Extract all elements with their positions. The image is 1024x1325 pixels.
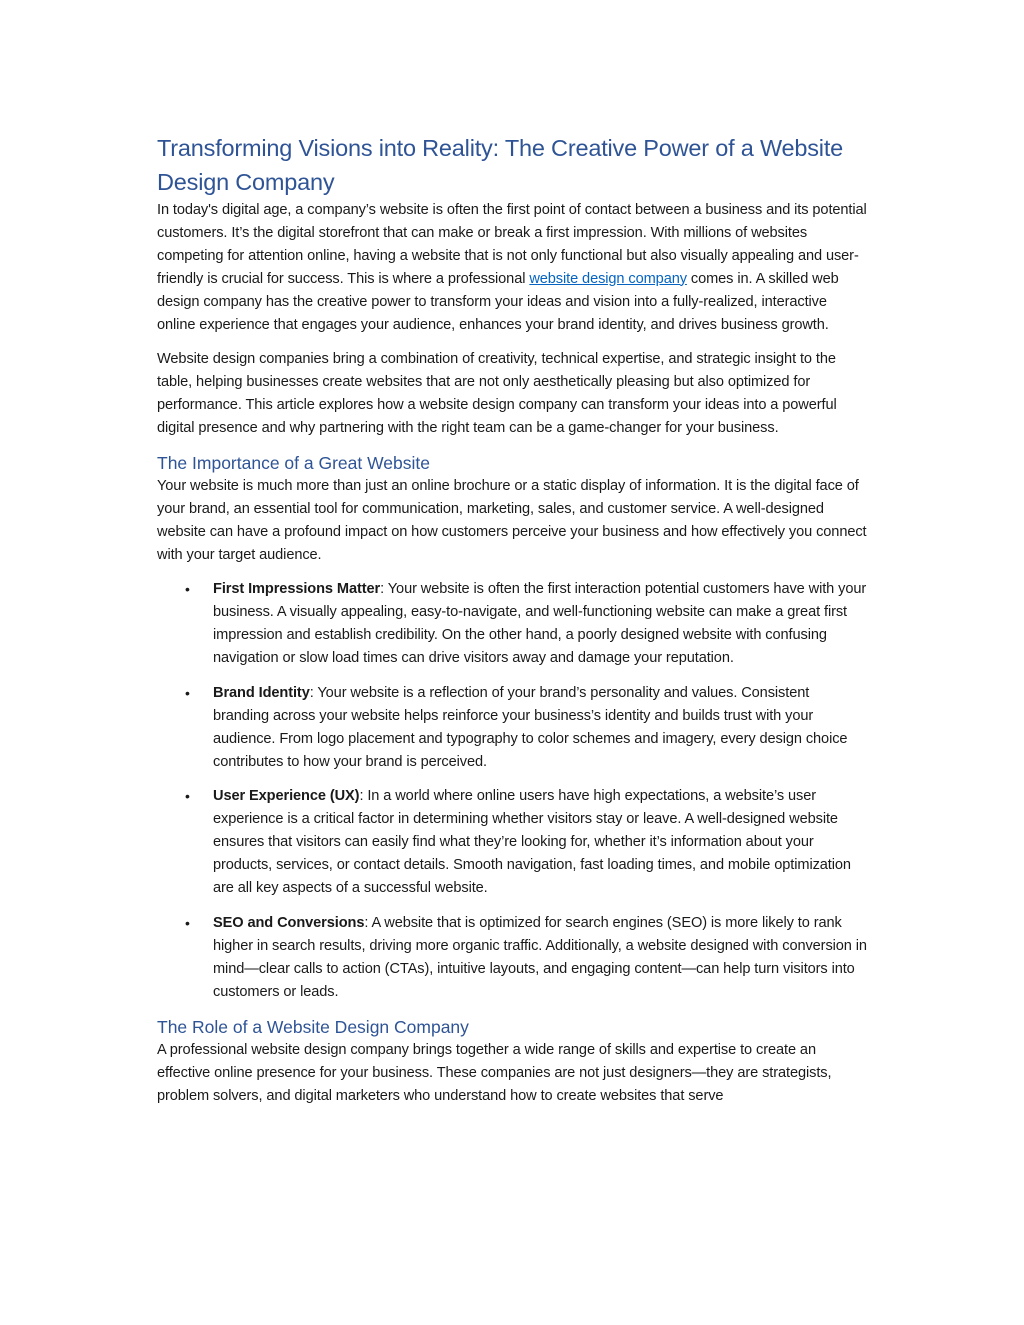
bullet-term: Brand Identity	[213, 684, 310, 701]
bullet-term: First Impressions Matter	[213, 581, 381, 598]
website-design-company-link[interactable]: website design company	[529, 270, 687, 287]
bullet-text: : Your website is a reflection of your brand’s personality and values. Consistent branding across your website helps reinforce your business’s identity and builds trust with your audience. From logo placement and typography to color schemes and imagery, every design choice contributes to how your brand is perceived.	[213, 684, 848, 770]
section-heading-role: The Role of a Website Design Company	[157, 1017, 469, 1038]
bullet-icon: •	[185, 684, 190, 701]
document-page	[157, 131, 869, 1108]
list-item	[157, 682, 869, 774]
intro-text-after-link: comes in. A skilled web design company has the creative power to transform your ideas and vision into a fully-realized, interactive online experience that engages your audience, enhances your brand identity, and drives business growth.	[157, 270, 839, 333]
section-heading-importance: The Importance of a Great Website	[157, 453, 431, 474]
intro-text-before-link: In today's digital age, a company’s website is often the first point of contact between a business and its potential customers. It’s the digital storefront that can make or break a first impression. With millions of websites competing for attention online, having a website that is not only functional but also visually appealing and user-friendly is crucial for success. This is where a professional	[157, 202, 867, 287]
list-item	[157, 785, 869, 900]
bullet-text: : A website that is optimized for search engines (SEO) is more likely to rank higher in search results, driving more organic traffic. Additionally, a website designed with conversion in mind—clear calls to action (CTAs), intuitive layouts, and engaging content—can help turn visitors into customers or leads.	[213, 914, 867, 1000]
bullet-term: SEO and Conversions	[213, 914, 365, 931]
intro-paragraph-2: Website design companies bring a combination of creativity, technical expertise, and strategic insight to the table, helping businesses create websites that are not only aesthetically pleasing but also optimized for performance. This article explores how a website design company can transform your ideas into a powerful digital presence and why partnering with the right team can be a game-changer for your business.	[157, 350, 837, 436]
bullet-icon: •	[185, 788, 190, 805]
list-item	[157, 912, 869, 1004]
intro-paragraph-1	[157, 199, 869, 336]
bullet-term: User Experience (UX)	[213, 788, 360, 805]
page-title: Transforming Visions into Reality: The Creative Power of a Website Design Company	[157, 135, 844, 195]
section-role-body: A professional website design company brings together a wide range of skills and expertise to create an effective online presence for your business. These companies are not just designers—they are strategists, problem solvers, and digital marketers who understand how to create websites that serve	[157, 1042, 832, 1104]
bullet-icon: •	[185, 914, 190, 931]
bullet-icon: •	[185, 581, 190, 598]
section-importance-body: Your website is much more than just an online brochure or a static display of information. It is the digital face of your brand, an essential tool for communication, marketing, sales, and customer service. A well-designed website can have a profound impact on how customers perceive your business and how effectively you connect with your target audience.	[157, 478, 867, 563]
importance-bullet-list	[157, 578, 869, 1003]
list-item	[157, 578, 869, 670]
bullet-text: : Your website is often the first interaction potential customers have with your business. A visually appealing, easy-to-navigate, and well-functioning website can make a great first impression and establish credibility. On the other hand, a poorly designed website with confusing navigation or slow load times can drive visitors away and damage your reputation.	[213, 581, 867, 666]
bullet-text: : In a world where online users have high expectations, a website’s user experience is a critical factor in determining whether visitors stay or leave. A well-designed website ensures that visitors can easily find what they’re looking for, whether it’s information about your products, services, or contact details. Smooth navigation, fast loading times, and mobile optimization are all key aspects of a successful website.	[213, 788, 851, 897]
